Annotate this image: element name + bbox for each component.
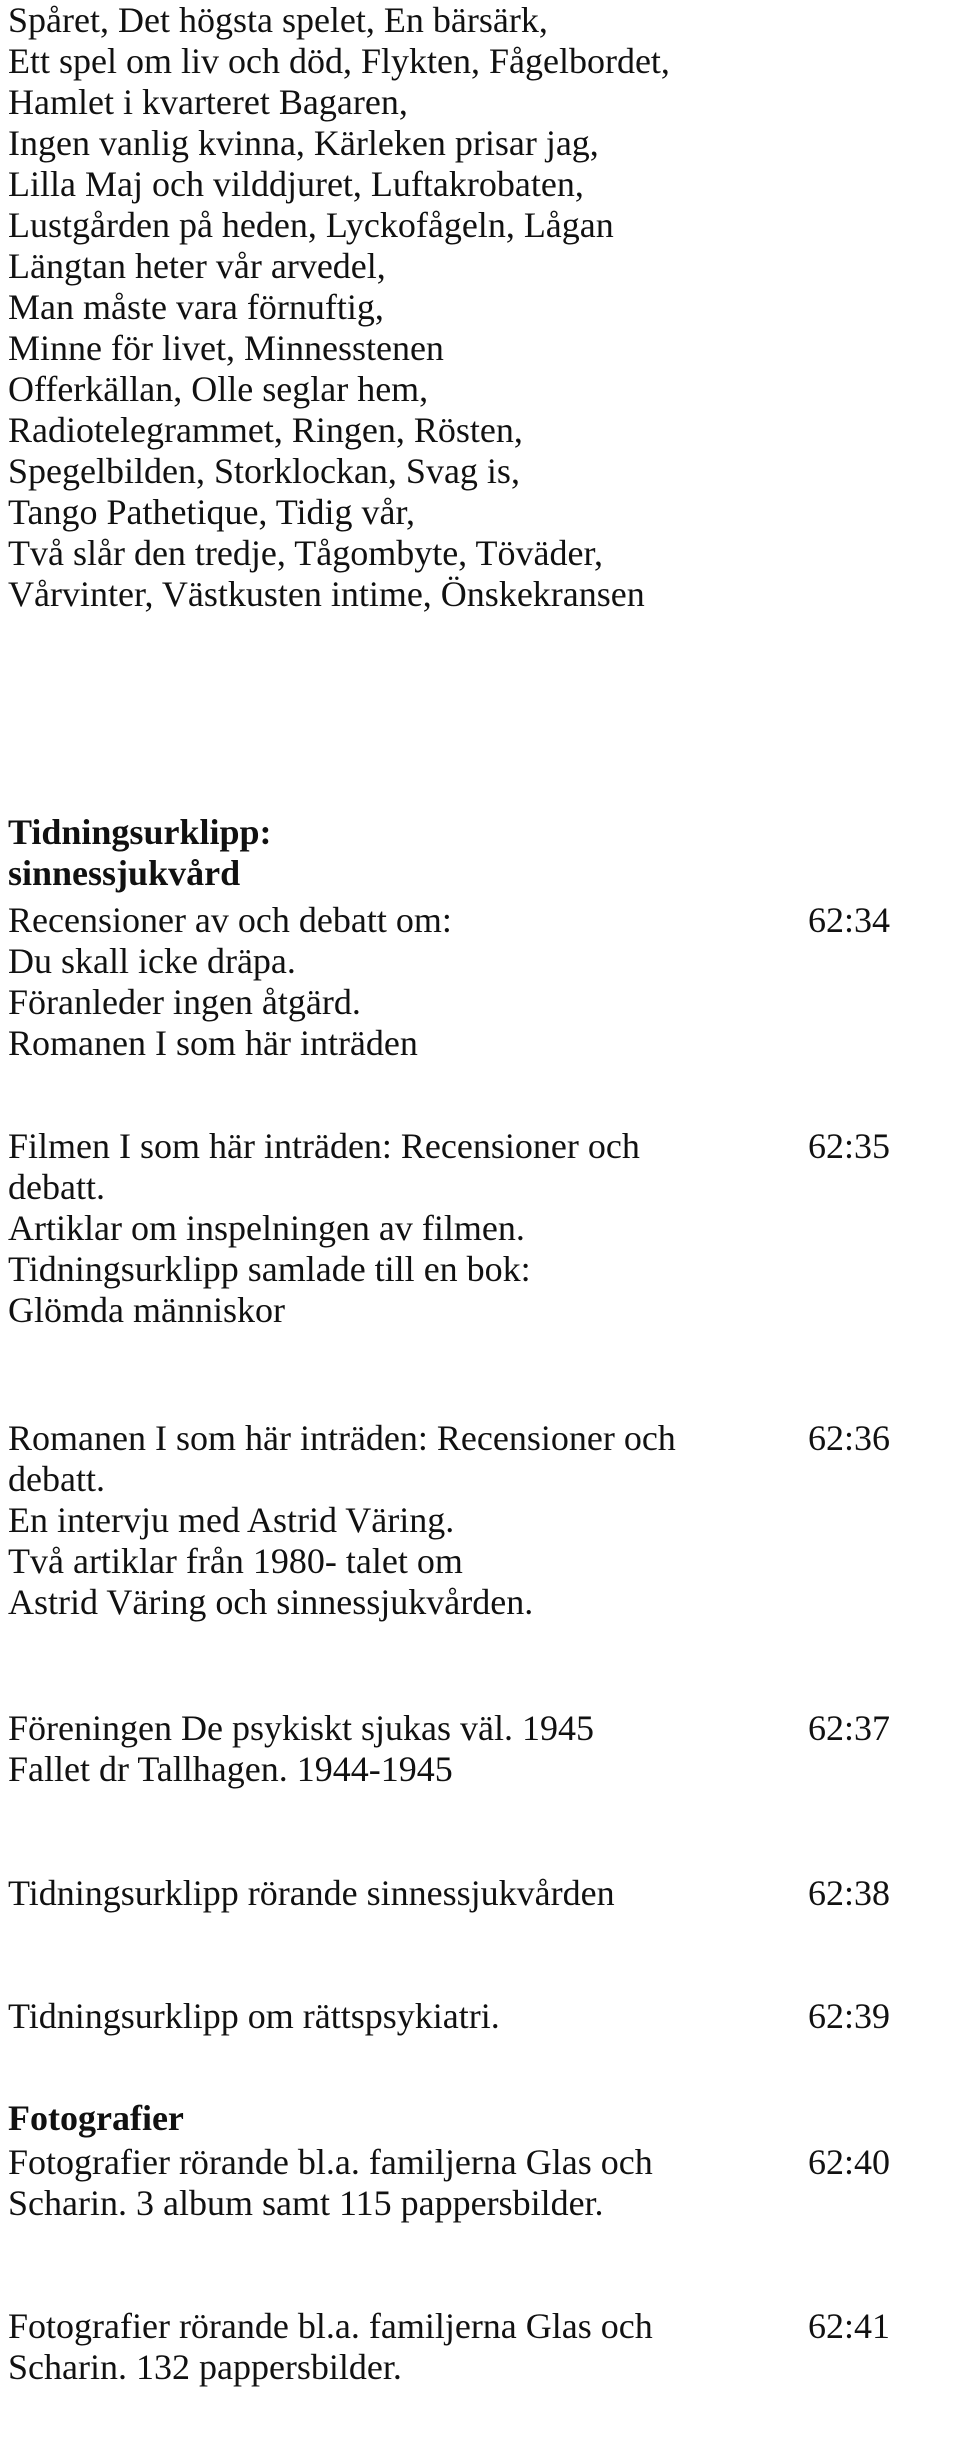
photos-heading [8,2098,184,2139]
entry-line: Astrid Väring och sinnessjukvården. [8,1582,534,1622]
entry-line: Föreningen De psykiskt sjukas väl. 1945 [8,1708,594,1748]
entry-line: Scharin. 3 album samt 115 pappersbilder. [8,2183,604,2223]
catalog-entry [8,1126,952,1331]
catalog-entry [8,1418,952,1623]
entry-line: Tidningsurklipp rörande sinnessjukvården [8,1873,615,1913]
entry-reference: 62:39 [808,1996,891,2036]
catalog-entry [8,1873,952,1914]
title-list-line: Spåret, Det högsta spelet, En bärsärk, [8,0,548,40]
entry-line: Tidningsurklipp om rättspsykiatri. [8,1996,500,2036]
title-list-line: Lustgården på heden, Lyckofågeln, Lågan [8,205,614,245]
entry-line: Du skall icke dräpa. [8,941,296,981]
title-list-line: Tango Pathetique, Tidig vår, [8,492,416,532]
entry-line: debatt. [8,1167,105,1207]
section-heading: Fotografier [8,2098,184,2138]
entry-reference: 62:41 [808,2306,891,2346]
catalog-entry [8,2142,952,2224]
title-list-line: Två slår den tredje, Tågombyte, Töväder, [8,533,604,573]
title-list [8,0,670,615]
entry-line: debatt. [8,1459,105,1499]
entry-line: Tidningsurklipp samlade till en bok: [8,1249,531,1289]
title-list-line: Lilla Maj och vilddjuret, Luftakrobaten, [8,164,584,204]
entry-line: Fallet dr Tallhagen. 1944-1945 [8,1749,453,1789]
entry-reference: 62:34 [808,900,891,940]
section-heading: sinnessjukvård [8,853,241,893]
clippings-heading [8,812,272,894]
title-list-line: Minne för livet, Minnesstenen [8,328,444,368]
title-list-line: Ingen vanlig kvinna, Kärleken prisar jag, [8,123,599,163]
catalog-entry [8,1708,952,1790]
title-list-line: Längtan heter vår arvedel, [8,246,386,286]
title-list-line: Man måste vara förnuftig, [8,287,384,327]
title-list-line: Ett spel om liv och död, Flykten, Fågelbordet, [8,41,670,81]
entry-line: Filmen I som här inträden: Recensioner och [8,1126,640,1166]
section-heading: Tidningsurklipp: [8,812,272,852]
entry-reference: 62:35 [808,1126,891,1166]
entry-reference: 62:40 [808,2142,891,2182]
title-list-line: Radiotelegrammet, Ringen, Rösten, [8,410,523,450]
catalog-entry [8,1996,952,2037]
catalog-entry [8,2306,952,2388]
entry-line: Romanen I som här inträden: Recensioner och [8,1418,676,1458]
entry-line: Recensioner av och debatt om: [8,900,452,940]
entry-reference: 62:36 [808,1418,891,1458]
entry-line: Fotografier rörande bl.a. familjerna Glas och [8,2142,653,2182]
entry-line: Föranleder ingen åtgärd. [8,982,361,1022]
entry-line: Artiklar om inspelningen av filmen. [8,1208,525,1248]
entry-line: Glömda människor [8,1290,285,1330]
catalog-entry [8,900,952,1064]
title-list-line: Offerkällan, Olle seglar hem, [8,369,429,409]
entry-reference: 62:37 [808,1708,891,1748]
entry-line: Fotografier rörande bl.a. familjerna Glas och [8,2306,653,2346]
title-list-line: Vårvinter, Västkusten intime, Önskekransen [8,574,645,614]
entry-line: Romanen I som här inträden [8,1023,418,1063]
entry-line: Scharin. 132 pappersbilder. [8,2347,402,2387]
entry-line: Två artiklar från 1980- talet om [8,1541,463,1581]
entry-line: En intervju med Astrid Väring. [8,1500,455,1540]
entry-reference: 62:38 [808,1873,891,1913]
title-list-line: Spegelbilden, Storklockan, Svag is, [8,451,520,491]
title-list-line: Hamlet i kvarteret Bagaren, [8,82,408,122]
